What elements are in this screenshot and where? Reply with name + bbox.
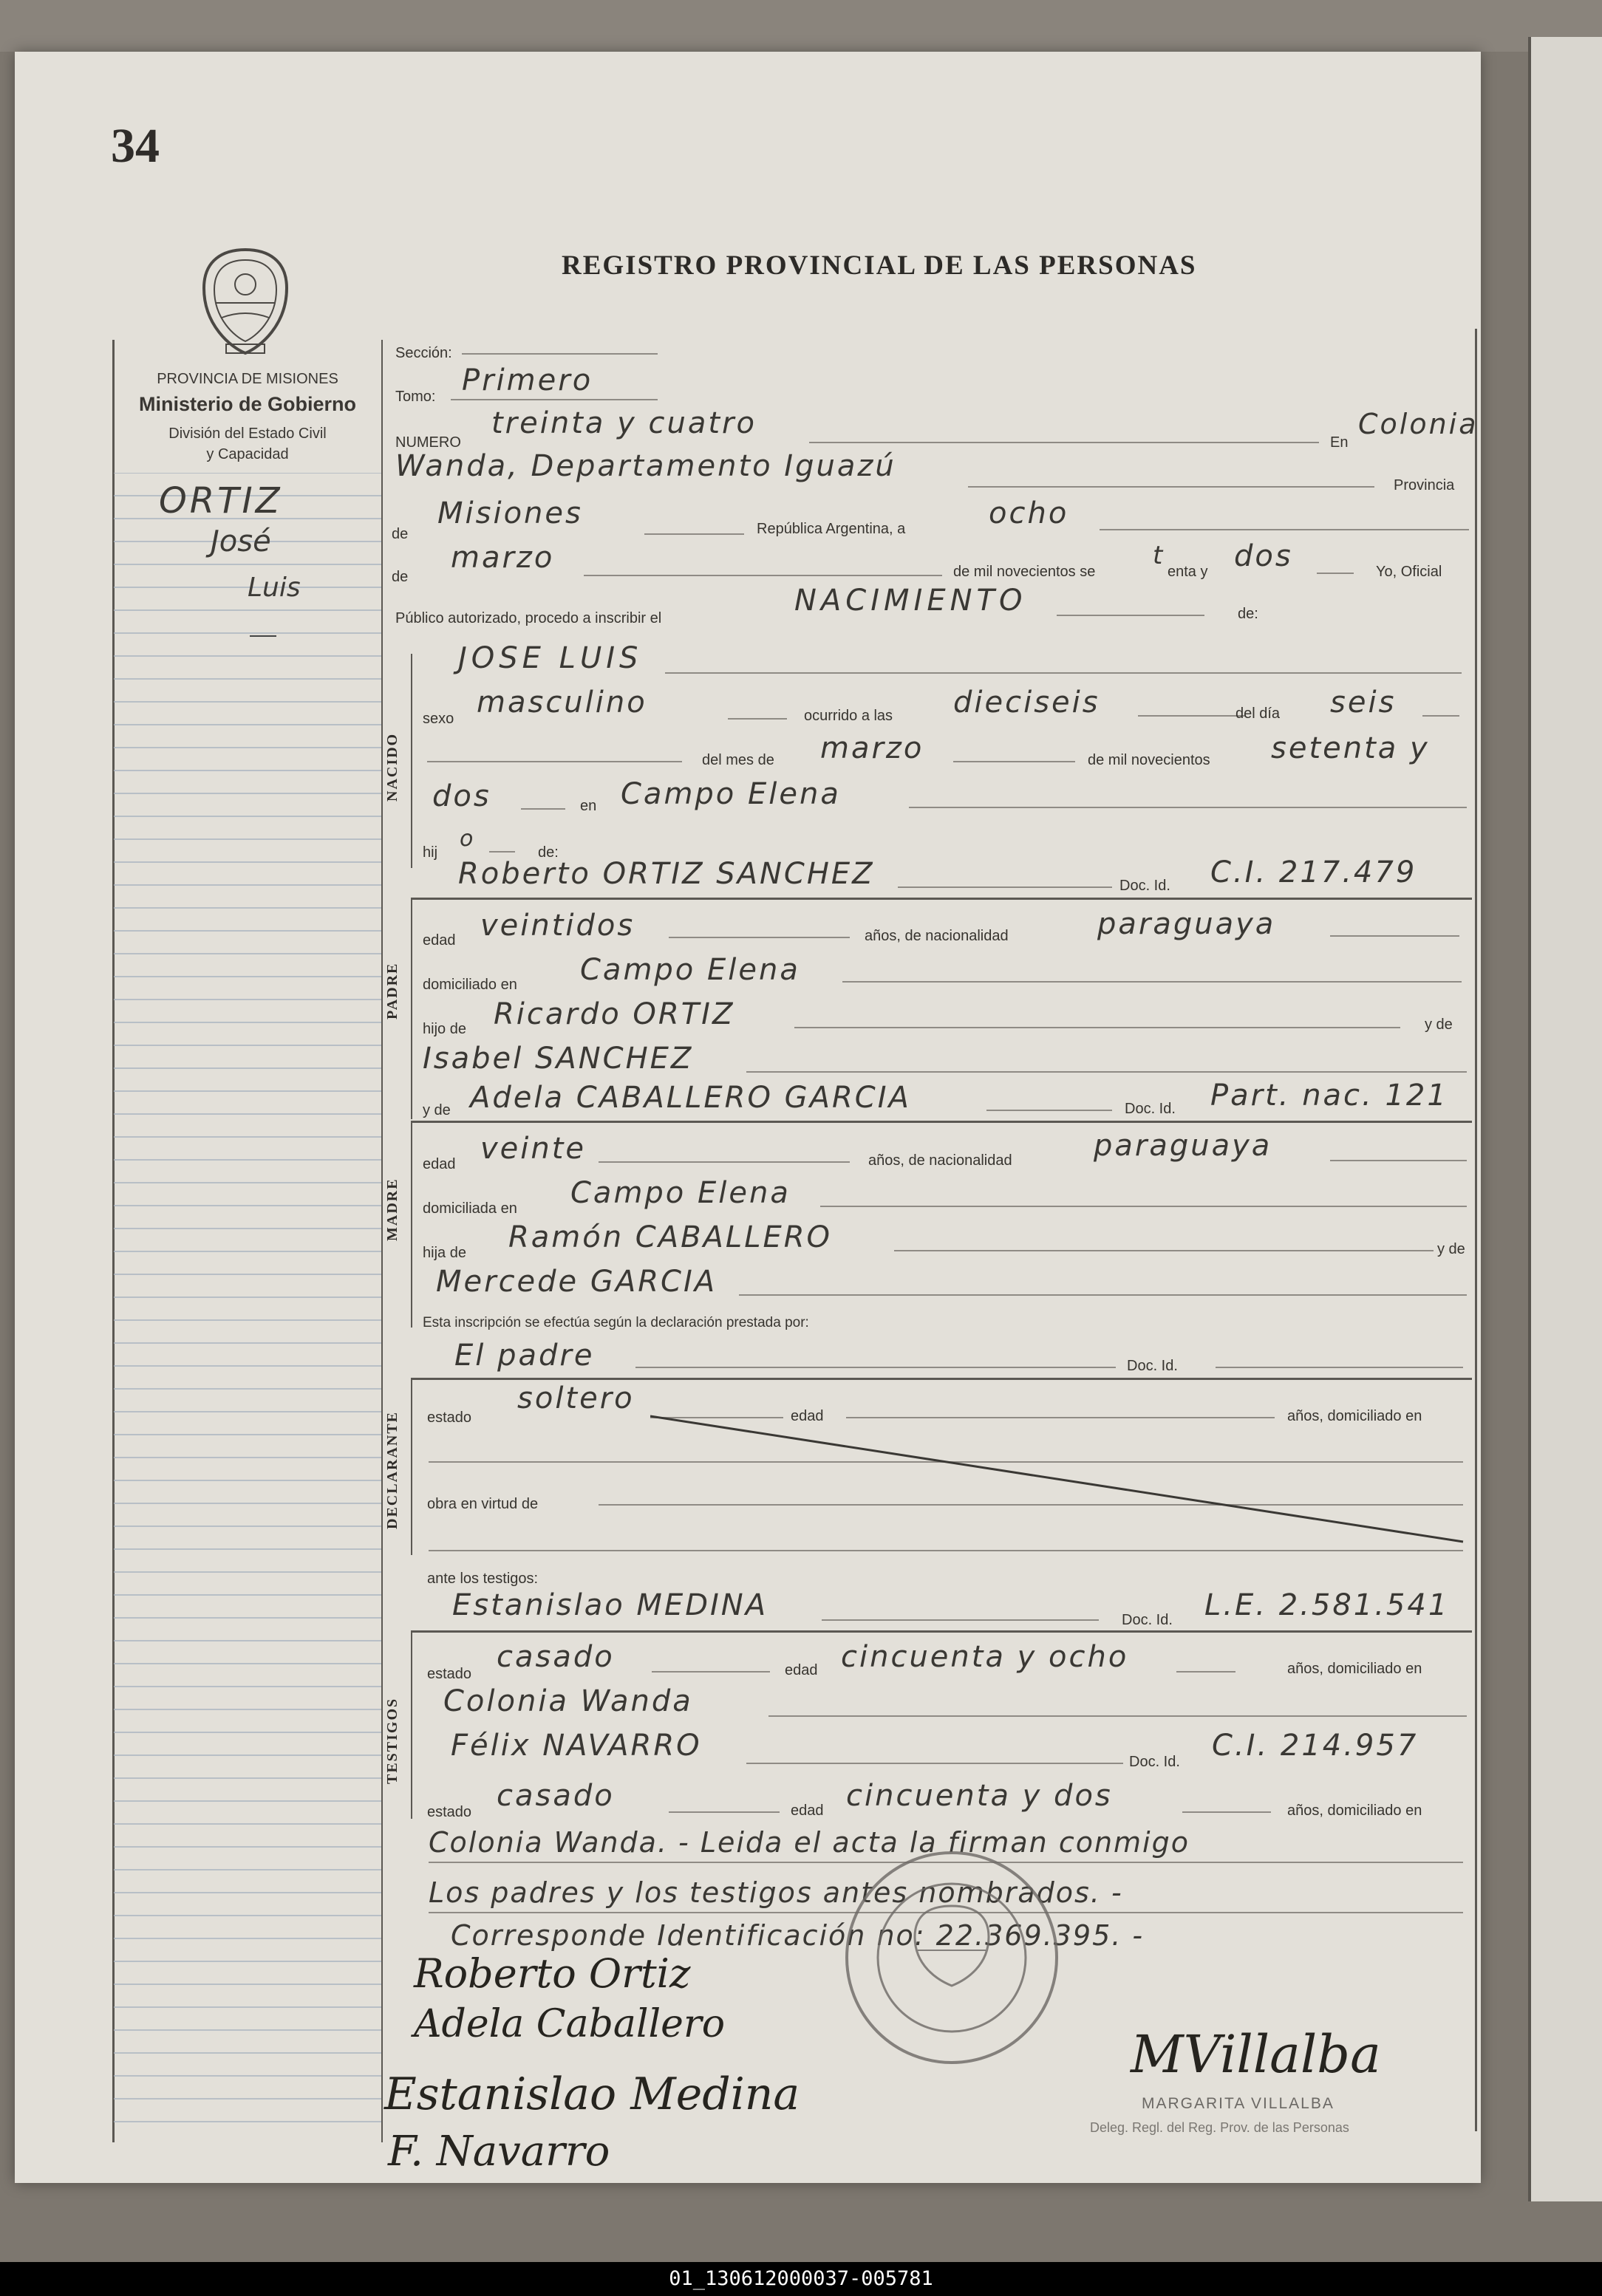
- value-nombre: JOSE LUIS: [458, 641, 643, 675]
- label-hij: hij: [423, 844, 438, 861]
- label-t1-dom: años, domiciliado en: [1287, 1661, 1422, 1677]
- value-testigo2-doc: C.I. 214.957: [1212, 1729, 1419, 1763]
- image-id-footer: 01_130612000037-005781: [0, 2262, 1602, 2296]
- value-anio-acta: dos: [1234, 539, 1293, 573]
- value-madre-dom: Campo Elena: [570, 1176, 791, 1210]
- margin-ruling: [114, 473, 381, 2142]
- line-hijo: [489, 851, 515, 853]
- value-testigo1-estado: casado: [497, 1640, 615, 1674]
- label-tomo: Tomo:: [395, 389, 436, 405]
- label-decl-estado: estado: [427, 1410, 472, 1426]
- line-mes-acta: [584, 575, 942, 576]
- line-abuelo-materno: [894, 1250, 1434, 1251]
- value-dia-acta: ocho: [989, 496, 1069, 530]
- label-de-padres: de:: [538, 844, 559, 861]
- value-padre-nac: paraguaya: [1097, 907, 1276, 941]
- line-testigo1: [822, 1619, 1099, 1621]
- margin-firstname: José: [211, 525, 271, 558]
- label-de-1: de: [392, 526, 409, 542]
- value-testigo2: Félix NAVARRO: [451, 1729, 702, 1763]
- label-padre-nac: años, de nacionalidad: [865, 928, 1009, 944]
- label-inscripcion: Esta inscripción se efectúa según la declaración prestada por:: [423, 1315, 809, 1330]
- line-tomo: [451, 399, 658, 400]
- signature-witness-1: Estanislao Medina: [384, 2068, 800, 2120]
- section-line-declarante: [411, 1378, 412, 1555]
- line-dia-acta: [1100, 529, 1469, 530]
- line-declarante: [635, 1367, 1116, 1368]
- label-t1-edad: edad: [785, 1662, 818, 1678]
- line-t2-edad: [1182, 1811, 1271, 1813]
- line-t1-dom: [768, 1715, 1467, 1717]
- line-padre-edad: [669, 937, 850, 938]
- margin-surname: ORTIZ: [159, 480, 283, 522]
- value-anio-nac1: setenta y: [1271, 731, 1430, 765]
- label-de-colon: de:: [1238, 606, 1258, 622]
- value-padre-dom: Campo Elena: [580, 953, 800, 987]
- value-sexo: masculino: [477, 686, 647, 720]
- line-madre-edad: [599, 1161, 850, 1163]
- margin-middlename: Luis: [248, 573, 301, 603]
- line-provincia: [644, 533, 744, 535]
- label-decl-dom: años, domiciliado en: [1287, 1408, 1422, 1424]
- closing-line-1: Colonia Wanda. - Leida el acta la firman conmigo: [429, 1826, 1190, 1859]
- value-padre-nombre: Roberto ORTIZ SANCHEZ: [458, 857, 875, 891]
- line-mes-nac: [953, 761, 1075, 762]
- header-ministry: Ministerio de Gobierno: [138, 393, 357, 415]
- label-madre-edad: edad: [423, 1156, 456, 1172]
- value-testigo1: Estanislao MEDINA: [452, 1588, 768, 1622]
- line-padre-nac: [1330, 935, 1459, 937]
- value-en-loc: Colonia: [1358, 408, 1479, 440]
- label-padre-y-de: y de: [1425, 1017, 1453, 1033]
- line-madre-nombre: [986, 1110, 1112, 1111]
- label-en: En: [1330, 434, 1349, 451]
- page-number: 34: [111, 119, 160, 173]
- divider-testigos: [411, 1630, 1472, 1633]
- line-sexo: [728, 718, 787, 720]
- value-mes-acta: marzo: [451, 541, 555, 575]
- line-abuelo-paterno: [794, 1027, 1400, 1028]
- label-padre-doc: Doc. Id.: [1119, 878, 1170, 894]
- line-decl-extra: [429, 1550, 1463, 1551]
- value-acto: NACIMIENTO: [794, 584, 1027, 618]
- value-declarante: El padre: [454, 1339, 595, 1373]
- line-padre-dom: [842, 981, 1462, 983]
- side-label-nacido: NACIDO: [384, 732, 400, 802]
- official-title: Deleg. Regl. del Reg. Prov. de las Personas: [1090, 2120, 1349, 2135]
- line-nombre: [665, 672, 1462, 674]
- line-madre-dom: [820, 1206, 1467, 1207]
- line-anio-acta: [1317, 573, 1354, 574]
- section-line-testigos: [411, 1630, 412, 1819]
- label-padre-edad: edad: [423, 932, 456, 949]
- value-locality: Wanda, Departamento Iguazú: [395, 449, 896, 483]
- value-padre-doc: C.I. 217.479: [1210, 855, 1417, 889]
- label-del-mes: del mes de: [702, 752, 774, 768]
- label-de-mil: de mil novecientos se: [953, 564, 1096, 580]
- signature-mother: Adela Caballero: [414, 2002, 726, 2046]
- value-testigo2-edad: cincuenta y dos: [846, 1779, 1113, 1813]
- section-line-madre: [411, 1121, 412, 1328]
- line-madre-nac: [1330, 1160, 1467, 1161]
- side-label-testigos: TESTIGOS: [384, 1697, 400, 1784]
- label-madre-y-de: y de: [423, 1102, 451, 1118]
- value-decada: t: [1153, 541, 1165, 570]
- label-t2-estado: estado: [427, 1804, 472, 1820]
- value-padre-edad: veintidos: [480, 909, 635, 943]
- label-testigo1-doc: Doc. Id.: [1122, 1612, 1173, 1628]
- line-blank-mes: [427, 761, 682, 762]
- provincial-seal-icon: [194, 244, 297, 358]
- value-hora: dieciseis: [953, 686, 1100, 720]
- header-province: PROVINCIA DE MISIONES: [157, 371, 338, 387]
- section-line-padre: [411, 898, 412, 1119]
- line-padre-nombre: [898, 886, 1112, 888]
- label-testigo2-doc: Doc. Id.: [1129, 1754, 1180, 1770]
- signature-witness-2: F. Navarro: [388, 2128, 610, 2176]
- value-lugar-nac: Campo Elena: [621, 777, 841, 811]
- label-seccion: Sección:: [395, 345, 452, 361]
- value-provincia: Misiones: [437, 496, 583, 530]
- line-testigo2: [746, 1763, 1123, 1764]
- label-padre-dom: domiciliado en: [423, 977, 517, 993]
- closing-line-3: Corresponde Identificación no: 22.369.395. -: [451, 1919, 1145, 1952]
- line-t1-edad: [1176, 1671, 1235, 1673]
- divider-padre: [411, 898, 1472, 900]
- line-lugar-nac: [909, 807, 1467, 808]
- label-ante-testigos: ante los testigos:: [427, 1571, 539, 1587]
- label-t2-dom: años, domiciliado en: [1287, 1803, 1422, 1819]
- value-testigo1-dom: Colonia Wanda: [443, 1684, 693, 1718]
- line-hora: [1138, 715, 1245, 717]
- label-decl-edad: edad: [791, 1408, 824, 1424]
- value-testigo2-estado: casado: [497, 1779, 615, 1813]
- section-line-nacido: [411, 654, 412, 868]
- line-seccion: [462, 353, 658, 355]
- line-t2-estado: [669, 1811, 780, 1813]
- value-abuela-paterna: Isabel SANCHEZ: [423, 1042, 694, 1076]
- value-numero: treinta y cuatro: [491, 406, 757, 440]
- label-en-nac: en: [580, 798, 597, 814]
- label-yo-oficial: Yo, Oficial: [1376, 564, 1442, 580]
- background-top: [0, 0, 1602, 52]
- line-locality: [968, 486, 1374, 488]
- line-acto: [1057, 615, 1204, 616]
- line-abuela-materna: [739, 1294, 1467, 1296]
- value-anio-nac2: dos: [432, 779, 491, 813]
- value-madre-nac: paraguaya: [1094, 1129, 1272, 1163]
- value-hijo-sufijo: o: [460, 826, 476, 852]
- value-decl-estado: soltero: [517, 1381, 635, 1415]
- closing-line-2: Los padres y los testigos antes nombrados. -: [429, 1876, 1123, 1909]
- value-tomo: Primero: [462, 363, 593, 397]
- label-sexo: sexo: [423, 711, 454, 727]
- divider-declarante: [411, 1378, 1472, 1380]
- value-madre-doc: Part. nac. 121: [1210, 1079, 1448, 1113]
- value-abuelo-materno: Ramón CABALLERO: [508, 1220, 833, 1254]
- signature-father: Roberto Ortiz: [414, 1950, 691, 1997]
- value-mes-nac: marzo: [820, 731, 924, 765]
- label-numero: NUMERO: [395, 434, 461, 451]
- label-t2-edad: edad: [791, 1803, 824, 1819]
- label-republica: República Argentina, a: [757, 521, 906, 537]
- label-madre-doc: Doc. Id.: [1125, 1101, 1176, 1117]
- value-madre-edad: veinte: [480, 1132, 587, 1166]
- label-de-2: de: [392, 569, 409, 585]
- label-enta-y: enta y: [1168, 564, 1208, 580]
- divider-madre: [411, 1121, 1472, 1123]
- label-padre-hijo: hijo de: [423, 1021, 466, 1037]
- page-title: REGISTRO PROVINCIAL DE LAS PERSONAS: [562, 250, 1197, 281]
- label-decl-obra: obra en virtud de: [427, 1496, 539, 1512]
- strike-line: [650, 1415, 1470, 1548]
- line-numero: [809, 442, 1319, 443]
- value-abuela-materna: Mercede GARCIA: [436, 1265, 718, 1299]
- value-madre-nombre: Adela CABALLERO GARCIA: [470, 1081, 911, 1115]
- label-del-dia: del día: [1235, 705, 1281, 722]
- official-stamp-icon: [841, 1847, 1063, 2068]
- value-dia-nac: seis: [1330, 686, 1397, 720]
- margin-divider: [381, 340, 383, 2142]
- side-label-madre: MADRE: [384, 1178, 400, 1241]
- label-de-mil2: de mil novecientos: [1088, 752, 1210, 768]
- official-name: MARGARITA VILLALBA: [1142, 2095, 1335, 2112]
- label-madre-y-de2: y de: [1437, 1241, 1465, 1257]
- label-madre-hija: hija de: [423, 1245, 466, 1261]
- line-decl-doc: [1216, 1367, 1463, 1368]
- label-madre-dom: domiciliada en: [423, 1200, 517, 1217]
- signature-official: MVillalba: [1131, 2024, 1381, 2085]
- value-abuelo-paterno: Ricardo ORTIZ: [494, 997, 735, 1031]
- right-border: [1475, 329, 1477, 2131]
- line-abuela-paterna: [746, 1071, 1467, 1073]
- adjacent-page: [1528, 37, 1602, 2201]
- value-testigo1-edad: cincuenta y ocho: [841, 1640, 1129, 1674]
- line-anio-nac2: [521, 808, 565, 810]
- label-publico: Público autorizado, procedo a inscribir el: [395, 610, 662, 626]
- margin-dash: [250, 635, 276, 637]
- label-decl-doc: Doc. Id.: [1127, 1358, 1178, 1374]
- line-dia-nac: [1422, 715, 1459, 717]
- line-t1-estado: [652, 1671, 770, 1673]
- header-capacity: y Capacidad: [206, 446, 289, 462]
- label-madre-nac: años, de nacionalidad: [868, 1152, 1012, 1169]
- label-provincia: Provincia: [1394, 477, 1455, 493]
- side-label-declarante: DECLARANTE: [384, 1410, 400, 1529]
- header-division: División del Estado Civil: [168, 426, 327, 442]
- side-label-padre: PADRE: [384, 962, 400, 1019]
- label-ocurrido: ocurrido a las: [804, 708, 893, 724]
- label-t1-estado: estado: [427, 1666, 472, 1682]
- value-testigo1-doc: L.E. 2.581.541: [1204, 1588, 1450, 1622]
